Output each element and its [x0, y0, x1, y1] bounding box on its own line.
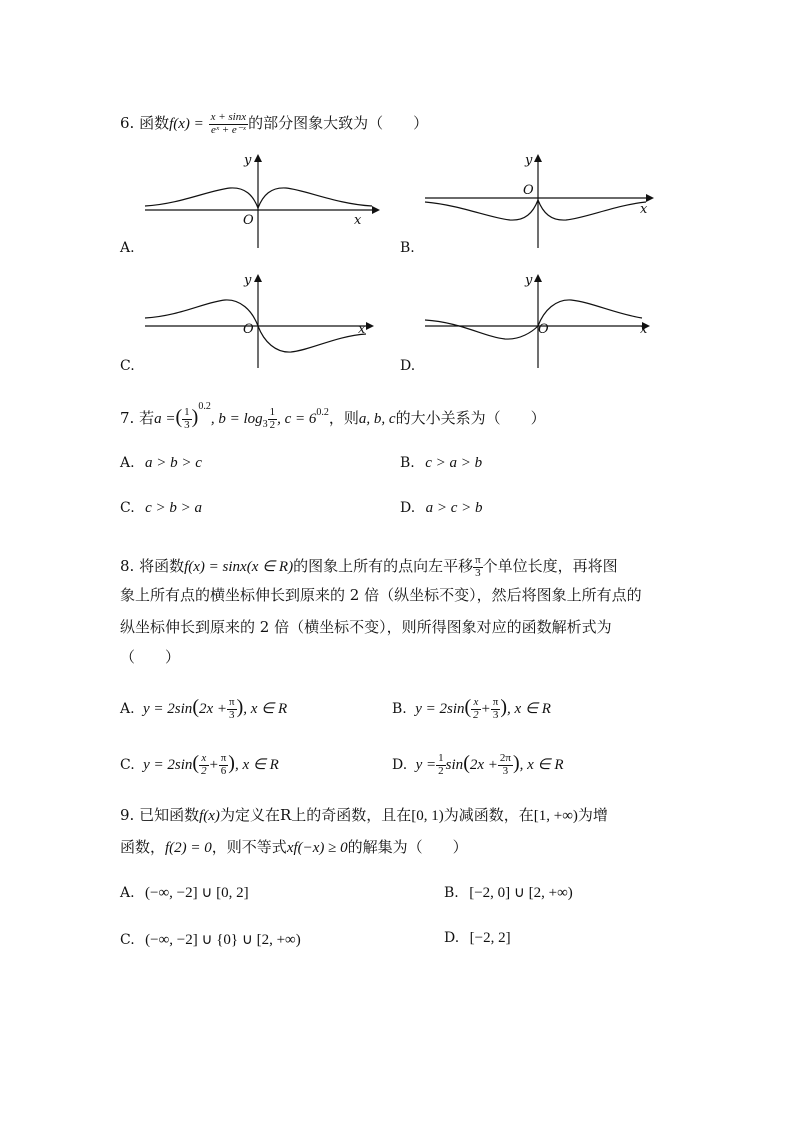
q8-line3: 纵坐标伸长到原来的 2 倍（横坐标不变），则所得图象对应的函数解析式为: [120, 618, 612, 636]
q8-option-a[interactable]: A. y = 2sin(2x + $\frac{\pi}{3}$ ), x ∈ R: [120, 695, 288, 721]
q9-option-a[interactable]: A. (−∞, −2] ∪ [0, 2]: [120, 885, 249, 901]
graph-c-origin-label: O: [243, 322, 254, 337]
q6-option-b-label: B.: [400, 240, 415, 256]
q7-vars: a, b, c: [358, 411, 396, 427]
q7-option-d[interactable]: D. a > c > b: [400, 500, 483, 516]
q7-b-fraction: $\frac{1}{2}$: [269, 405, 276, 431]
q7-stem: 7. 若a =( $\frac{1}{3}$ )$^{0.2}$, $b = \log_3$ $\frac{1}{2}$ , $c = 6^{0.2}$，则a, b, c的大小关系为（ ）: [120, 401, 546, 431]
q8-option-d[interactable]: D. y = $\frac{1}{2}$ sin(2x + $\frac{2\pi}{3}$ ), x ∈ R: [392, 751, 564, 777]
q6-option-d-label: D.: [400, 358, 416, 374]
q7-a-fraction: $\frac{1}{3}$: [184, 405, 190, 431]
graph-c-y-label: y: [244, 273, 252, 288]
q9-number: 9.: [120, 806, 135, 824]
graph-d: [420, 270, 660, 370]
q9-option-a-text: (−∞, −2] ∪ [0, 2]: [145, 885, 249, 901]
q7-a-def: a =: [154, 411, 176, 427]
q7-option-c[interactable]: C. c > b > a: [120, 500, 203, 516]
graph-a-y-label: y: [244, 153, 252, 168]
q7-number: 7.: [120, 409, 135, 427]
q9-option-c-text: (−∞, −2] ∪ {0} ∪ [2, +∞): [145, 932, 301, 948]
q6-number: 6.: [120, 114, 135, 133]
q6-formula-fraction: [209, 112, 249, 136]
q8-line1-end: 个单位长度，再将图: [482, 557, 618, 576]
graph-d-x-label: x: [640, 322, 648, 337]
q9-option-b-text: [−2, 0] ∪ [2, +∞): [469, 885, 573, 901]
graph-d-origin-label: O: [538, 322, 549, 337]
q9-option-c[interactable]: C. (−∞, −2] ∪ {0} ∪ [2, +∞): [120, 932, 301, 948]
q8-option-b[interactable]: B. y = 2sin( $\frac{x}{2}$ + $\frac{\pi}{3}$ ), x ∈ R: [392, 695, 551, 721]
q6-stem: [120, 112, 428, 136]
q7-prefix: 若: [139, 409, 155, 427]
q9-line2: 函数，f(2) = 0，则不等式xf(−x) ≥ 0的解集为（ ）: [120, 838, 468, 856]
q9-option-d[interactable]: D. [−2, 2]: [444, 930, 511, 946]
graph-a-origin-label: O: [243, 213, 254, 228]
graph-a: [140, 150, 380, 250]
q7-option-b[interactable]: B. c > a > b: [400, 455, 483, 471]
q9-line1: 9. 已知函数f(x)为定义在R上的奇函数，且在[0, 1)为减函数，在[1, +∞)为增: [120, 806, 608, 824]
q7-b-base: 3: [262, 419, 268, 430]
q7-c-def: , c = 6: [277, 411, 317, 427]
q6-option-a-label: A.: [120, 240, 135, 256]
graph-c: [140, 270, 380, 370]
graph-b-y-label: y: [525, 153, 533, 168]
q6-formula-numerator: x + sinx: [210, 111, 247, 123]
q6-option-c-label: C.: [120, 358, 135, 374]
q7-b-def: , b = log: [210, 411, 263, 427]
graph-b-origin-label: O: [523, 183, 534, 198]
q7-a-exponent: 0.2: [198, 401, 211, 412]
q9-option-d-text: [−2, 2]: [469, 930, 511, 946]
q8-prefix: 将函数: [139, 557, 185, 576]
graph-c-x-label: x: [358, 322, 366, 337]
q7-suffix: 的大小关系为（ ）: [395, 409, 546, 427]
graph-b: [420, 150, 660, 250]
q8-line4: （ ）: [120, 648, 181, 666]
q7-option-d-text: a > c > b: [425, 500, 483, 516]
q7-option-a-text: a > b > c: [145, 455, 202, 471]
q7-option-b-text: c > a > b: [425, 455, 483, 471]
q8-mid: 的图象上所有的点向左平移: [293, 557, 474, 576]
q6-prefix: 函数: [139, 114, 170, 133]
q6-formula-lhs: f(x) =: [169, 116, 204, 133]
q7-option-c-text: c > b > a: [145, 500, 203, 516]
q7-c-exponent: 0.2: [316, 407, 329, 418]
q8-option-c[interactable]: C. y = 2sin( $\frac{x}{2}$ + $\frac{\pi}{6}$ ), x ∈ R: [120, 751, 279, 777]
q8-shift-fraction: $\frac{\pi}{3}$: [475, 554, 481, 579]
graph-d-y-label: y: [525, 273, 533, 288]
graph-a-x-label: x: [354, 213, 362, 228]
q6-formula-denominator: eˣ + e⁻ˣ: [210, 123, 246, 136]
q8-number: 8.: [120, 557, 135, 576]
q8-line2: 象上所有点的横坐标伸长到原来的 2 倍（纵坐标不变），然后将图象上所有点的: [120, 586, 642, 604]
q6-suffix: 的部分图象大致为（ ）: [248, 114, 429, 133]
q8-func: f(x) = sinx(x ∈ R): [184, 559, 294, 576]
q7-mid: ，则: [328, 409, 359, 427]
q8-line1: [120, 555, 618, 579]
q7-option-a[interactable]: A. a > b > c: [120, 455, 202, 471]
graph-b-x-label: x: [640, 202, 648, 217]
q9-option-b[interactable]: B. [−2, 0] ∪ [2, +∞): [444, 885, 573, 901]
